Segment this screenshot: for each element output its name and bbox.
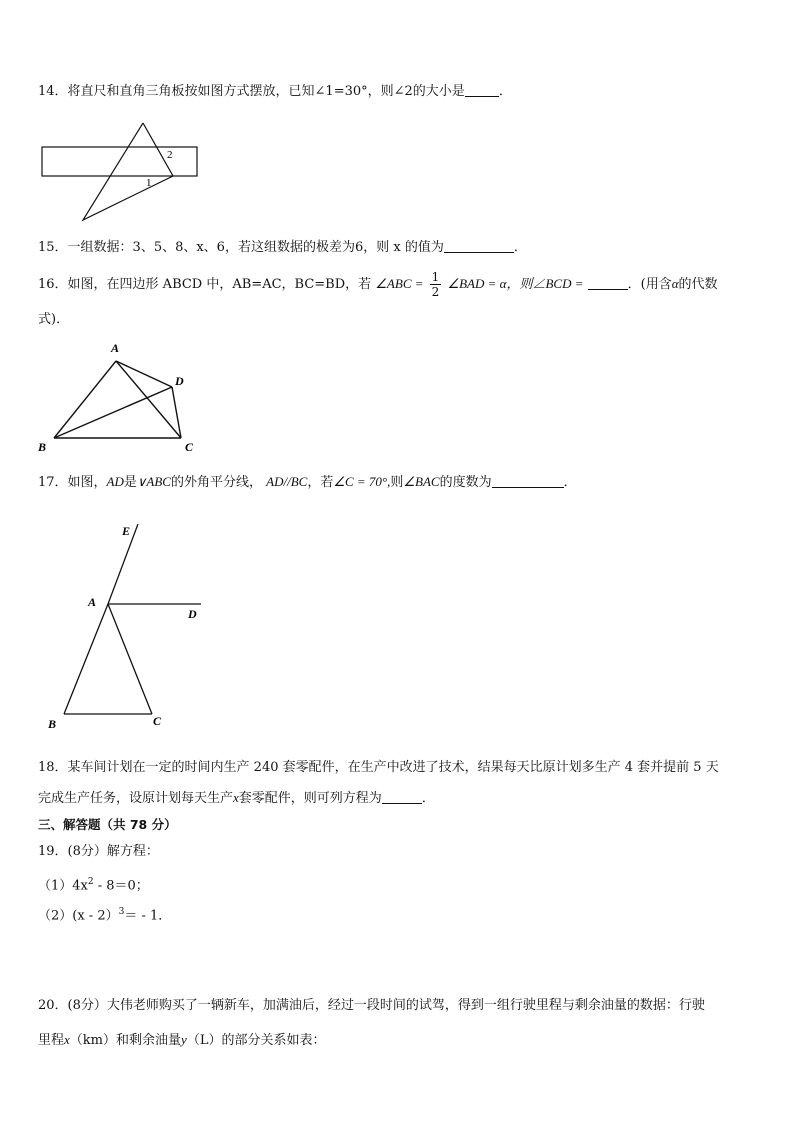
question-16: [38, 270, 718, 299]
q19-p1-post: - 8＝0；: [93, 878, 149, 894]
q17-text-mid3: ，若: [307, 475, 334, 490]
q15-text: 15．一组数据：3、5、8、x、6，若这组数据的极差为6，则 x 的值为: [38, 240, 444, 255]
q18-text-pre: 完成生产任务，设原计划每天生产: [38, 791, 234, 806]
q15-end: ．: [513, 240, 527, 255]
q16-text-post2: 的代数: [678, 277, 718, 292]
q16-figure: [38, 340, 208, 455]
frac-den: 2: [431, 285, 440, 299]
q19-p2-pre: （2）(x - 2）: [38, 908, 119, 924]
label-C: C: [153, 714, 162, 728]
answer-blank[interactable]: [444, 238, 514, 253]
angle-1-label: 1: [146, 177, 152, 189]
q14-end: ．: [498, 84, 512, 99]
q16-line2: 式)．: [38, 312, 70, 327]
unit-km: （km）: [69, 1033, 117, 1048]
q19-p2-exp: 3: [118, 907, 125, 917]
label-C: C: [185, 440, 194, 454]
answer-blank[interactable]: [492, 473, 564, 488]
q20-text-a: 里程: [38, 1033, 65, 1048]
q14-text: 14．将直尺和直角三角板按如图方式摆放，已知∠1=30°，则∠2的大小是: [38, 84, 465, 99]
triangle-ruler: [83, 123, 173, 220]
q18-end: ．: [421, 791, 435, 806]
label-A: A: [88, 595, 97, 609]
variable-x: x: [233, 790, 239, 805]
variable-y: y: [181, 1032, 187, 1047]
q17-text-pre: 17．如图，: [38, 475, 107, 490]
section-heading: 三、解答题（共 78 分）: [38, 817, 177, 832]
label-B: B: [48, 717, 57, 731]
answer-blank[interactable]: [588, 275, 628, 290]
q18-text-post: 套零配件，则可列方程为: [238, 791, 382, 806]
q20-line2: [38, 1030, 325, 1051]
alpha-symbol: α: [671, 276, 679, 291]
label-A: A: [111, 341, 120, 355]
q19-p2-post: ＝ - 1．: [124, 908, 172, 924]
question-14: [38, 82, 512, 102]
q18-line2: [38, 788, 435, 809]
variable-x: x: [64, 1032, 70, 1047]
q20-text-b: 和剩余油量: [116, 1033, 182, 1048]
q19-p1-pre: （1）4x: [38, 878, 88, 894]
q19-part2: [38, 902, 171, 926]
q14-figure: [40, 120, 210, 225]
q16-text-pre: 16．如图，在四边形 ABCD 中，AB=AC，BC=BD，若: [38, 277, 372, 292]
q19-part1: [38, 872, 149, 896]
unit-l: （L）: [186, 1033, 222, 1048]
q20-line1: 20．(8分）大伟老师购买了一辆新车，加满油后，经过一段时间的试驾，得到一组行驶里程与剩余油量的数据：行驶: [38, 998, 705, 1013]
q16-text-post: ．(用含: [627, 277, 672, 292]
answer-blank[interactable]: [465, 82, 499, 97]
q19-title: 19．(8分）解方程：: [38, 844, 159, 859]
question-17: [38, 472, 577, 493]
angle-c: ∠C = 70°,: [333, 474, 391, 489]
frac-num: 1: [431, 270, 440, 284]
angle-2-label: 2: [167, 149, 173, 161]
angle-bad: ∠BAD = α，则∠BCD =: [447, 276, 584, 291]
label-D: D: [175, 374, 184, 388]
segment-ad: AD: [106, 474, 124, 489]
label-D: D: [188, 607, 197, 621]
q17-text-mid2: 的外角平分线，: [170, 475, 262, 490]
q17-text-mid4: 则: [390, 475, 404, 490]
q17-text-post: 的度数为: [439, 475, 492, 490]
triangle-abc: ∨ABC: [136, 474, 171, 489]
parallel-relation: AD//BC: [266, 474, 308, 489]
label-E: E: [122, 524, 131, 538]
fraction-half: [430, 270, 442, 299]
answer-blank[interactable]: [382, 789, 422, 804]
q17-text-mid1: 是: [123, 475, 137, 490]
q17-end: ．: [563, 475, 577, 490]
q18-line1: 18．某车间计划在一定的时间内生产 240 套零配件，在生产中改进了技术，结果每天比原计划多生产 4 套并提前 5 天: [38, 760, 719, 775]
label-B: B: [38, 440, 47, 454]
question-15: [38, 238, 527, 258]
q19-p1-exp: 2: [87, 877, 94, 887]
q20-text-c: 的部分关系如表：: [221, 1033, 326, 1048]
q17-figure: [40, 515, 220, 735]
angle-bac: ∠BAC: [403, 474, 440, 489]
angle-abc: ∠ABC =: [375, 276, 424, 291]
